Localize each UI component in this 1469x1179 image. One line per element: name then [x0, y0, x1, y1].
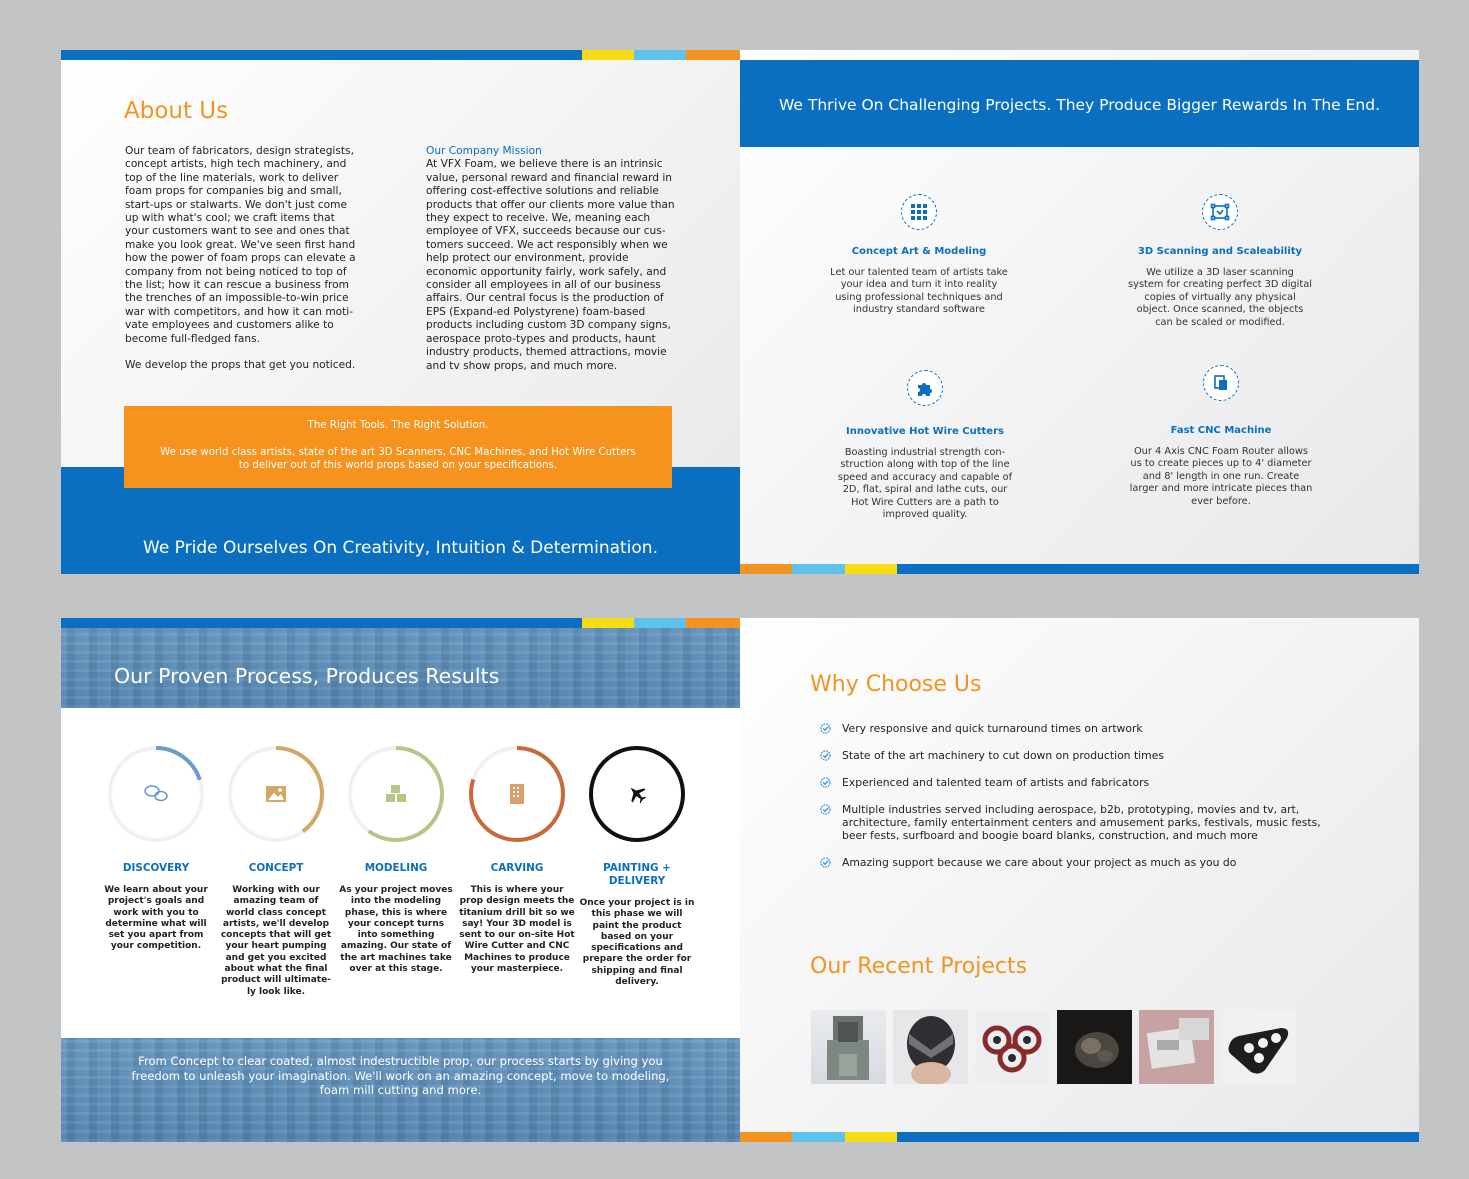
feature-hot-wire — [825, 370, 1025, 521]
step-text: As your project moves into the modeling phase, this is where your concept turns into something amazing. Our state of the art machines take over at this stage. — [339, 885, 453, 975]
about-paragraph — [125, 145, 361, 373]
page-capabilities — [740, 50, 1419, 574]
step-concept — [214, 744, 338, 998]
check-circle-icon — [820, 750, 831, 764]
document-icon — [1203, 365, 1239, 401]
feature-text: Our 4 Axis CNC Foam Router allows us to create pieces up to 4' diameter and 8' length in one run. Create larger and more intricate pieces than ever before. — [1129, 446, 1313, 507]
progress-ring — [587, 744, 687, 844]
step-title: DISCOVERY — [122, 862, 190, 874]
feature-title: Concept Art & Modeling — [851, 246, 987, 257]
recent-projects-title: Our Recent Projects — [810, 954, 1028, 979]
project-thumbnail-triangle[interactable] — [1221, 1010, 1296, 1084]
feature-title: Innovative Hot Wire Cutters — [846, 426, 1004, 437]
page-about-us — [61, 50, 740, 574]
top-stripe-blue — [61, 618, 582, 628]
bottom-stripe-light-blue — [792, 564, 845, 574]
step-modeling — [334, 744, 458, 975]
project-thumbnail-sign[interactable] — [1139, 1010, 1214, 1084]
bottom-stripe-light-blue — [792, 1132, 845, 1142]
progress-ring — [346, 744, 446, 844]
why-item-text: State of the art machinery to cut down on production times — [842, 749, 1164, 762]
about-paragraph-2: We develop the props that get you noticed. — [125, 359, 356, 372]
mission-section — [426, 145, 682, 373]
top-stripe-orange — [686, 50, 740, 60]
feature-3d-scanning — [1120, 194, 1320, 329]
puzzle-icon — [907, 370, 943, 406]
step-painting-delivery — [575, 744, 699, 988]
mission-title: Our Company Mission — [426, 145, 542, 157]
page-why-choose-us — [740, 618, 1419, 1142]
feature-concept-art — [819, 194, 1019, 317]
chat-bubbles-icon — [145, 786, 167, 801]
scan-frame-icon — [1202, 194, 1238, 230]
feature-text: Boasting industrial strength con-struction along with top of the line speed and accuracy and capable of 2D, flat, spiral and lathe cuts, our Hot Wire Cutters are a path to improved quality. — [837, 447, 1013, 521]
step-title: PAINTING + DELIVERY — [603, 862, 671, 887]
check-circle-icon — [820, 804, 831, 818]
top-stripe-light-blue — [634, 618, 686, 628]
list-item — [820, 749, 1340, 762]
feature-text: We utilize a 3D laser scanning system for creating perfect 3D digital copies of virtually any physical object. Once scanned, the objects can be scaled or modified. — [1128, 267, 1312, 328]
progress-ring — [226, 744, 326, 844]
step-carving — [455, 744, 579, 975]
step-text: We learn about your project's goals and work with you to determine what will set you apart from your competition. — [104, 885, 208, 952]
image-icon — [266, 786, 286, 802]
top-stripe-blue — [61, 50, 582, 60]
grid-icon — [901, 194, 937, 230]
right-tools-box — [124, 406, 672, 488]
why-item-text: Very responsive and quick turnaround times on artwork — [842, 722, 1143, 735]
step-text: Working with our amazing team of world class concept artists, we'll develop concepts that will get your heart pumping and get you excited about what the final product will ultimate-ly look like. — [220, 885, 332, 997]
process-header — [61, 618, 740, 708]
step-text: This is where your prop design meets the titanium drill bit so we say! Your 3D model is sent to our on-site Hot Wire Cutter and CNC Machines to produce your masterpiece. — [459, 885, 575, 975]
why-item-text: Experienced and talented team of artists and fabricators — [842, 776, 1150, 789]
project-thumbnail-mask[interactable] — [893, 1010, 968, 1084]
thrive-band-text: We Thrive On Challenging Projects. They Produce Bigger Rewards In The End. — [778, 96, 1381, 114]
bottom-stripe-blue — [897, 1132, 1419, 1142]
feature-cnc — [1121, 365, 1321, 508]
bottom-stripe-orange — [740, 1132, 792, 1142]
check-circle-icon — [820, 857, 831, 871]
progress-ring — [467, 744, 567, 844]
list-item — [820, 722, 1340, 735]
cubes-icon — [386, 785, 406, 802]
right-tools-text: We use world class artists, state of the art 3D Scanners, CNC Machines, and Hot Wire Cutters to deliver out of this world props based on your specifications. — [160, 446, 636, 471]
feature-title: Fast CNC Machine — [1170, 425, 1272, 436]
step-text: Once your project is in this phase we will paint the product based on your specifications and prepare the order for shipping and final delivery. — [579, 898, 695, 988]
progress-ring — [106, 744, 206, 844]
why-choose-us-title: Why Choose Us — [810, 672, 982, 697]
right-tools-title: The Right Tools. The Right Solution. — [307, 420, 489, 431]
step-discovery — [94, 744, 218, 953]
mission-text: At VFX Foam, we believe there is an intrinsic value, personal reward and financial reward in offering cost-effective solutions and reliable products that offer our clients more value than they expect to receive. We, meaning each employee of VFX, succeeds because our cus-tomers succeed. We act responsibly when we help protect our environment, provide economic opportunity fairly, work safely, and consider all employees in all of our business affairs. Our central focus is the production of EPS (Expand-ed Polystyrene) foam-based products including custom 3D company signs, aerospace proto-types and products, haunt industry products, themed attractions, movie and tv show props, and much more. — [426, 158, 675, 372]
process-footer-text: From Concept to clear coated, almost indestructible prop, our process starts by giving you freedom to unleash your imagination. We'll work on an amazing concept, move to modeling, foam mill cutting and more. — [131, 1054, 670, 1098]
step-title: CARVING — [490, 862, 544, 874]
top-stripe-orange — [686, 618, 740, 628]
why-item-text: Multiple industries served including aerospace, b2b, prototyping, movies and tv, art, architecture, family entertainment centers and amusement parks, festivals, music fests, beer fests, surfboard and boogie board blanks, construction, and much more — [842, 803, 1321, 842]
bottom-stripe-yellow — [845, 564, 897, 574]
feature-title: 3D Scanning and Scaleability — [1137, 246, 1303, 257]
list-item — [820, 856, 1340, 869]
bottom-stripe-orange — [740, 564, 792, 574]
feature-text: Let our talented team of artists take your idea and turn it into reality using professional techniques and industry standard software — [830, 267, 1008, 316]
page-process — [61, 618, 740, 1142]
about-paragraph-1: Our team of fabricators, design strategists, concept artists, high tech machinery, and top of the line materials, work to deliver foam props for companies big and small, start-ups or stalwarts. We don't just come up with what's cool; we craft items that your customers want to see and ones that make you look great. We've seen first hand how the power of foam props can elevate a company from not being noticed to top of the list; how it can rescue a business from the trenches of an impossible-to-win price war with competitors, and how it can moti-vate employees and customers alike to become full-fledged fans. — [125, 145, 356, 345]
step-title: CONCEPT — [248, 862, 304, 874]
pride-band-text: We Pride Ourselves On Creativity, Intuition & Determination. — [143, 538, 658, 558]
list-item — [820, 776, 1340, 789]
project-thumbnail-creature[interactable] — [1057, 1010, 1132, 1084]
why-list — [820, 722, 1340, 883]
top-stripe-light-blue — [634, 50, 686, 60]
thrive-band — [740, 60, 1419, 147]
process-title: Our Proven Process, Produces Results — [114, 664, 500, 688]
check-circle-icon — [820, 777, 831, 791]
top-stripe-yellow — [582, 618, 634, 628]
project-thumbnail-sculpture[interactable] — [975, 1010, 1050, 1084]
bottom-stripe-blue — [897, 564, 1419, 574]
check-circle-icon — [820, 723, 831, 737]
about-us-title: About Us — [124, 98, 229, 124]
step-title: MODELING — [364, 862, 428, 874]
top-stripe-yellow — [582, 50, 634, 60]
bottom-stripe-yellow — [845, 1132, 897, 1142]
airplane-icon — [624, 781, 649, 806]
building-icon — [510, 784, 524, 804]
process-footer — [61, 1038, 740, 1142]
list-item — [820, 803, 1340, 842]
why-item-text: Amazing support because we care about your project as much as you do — [842, 856, 1237, 869]
project-thumbnail-throne[interactable] — [811, 1010, 886, 1084]
